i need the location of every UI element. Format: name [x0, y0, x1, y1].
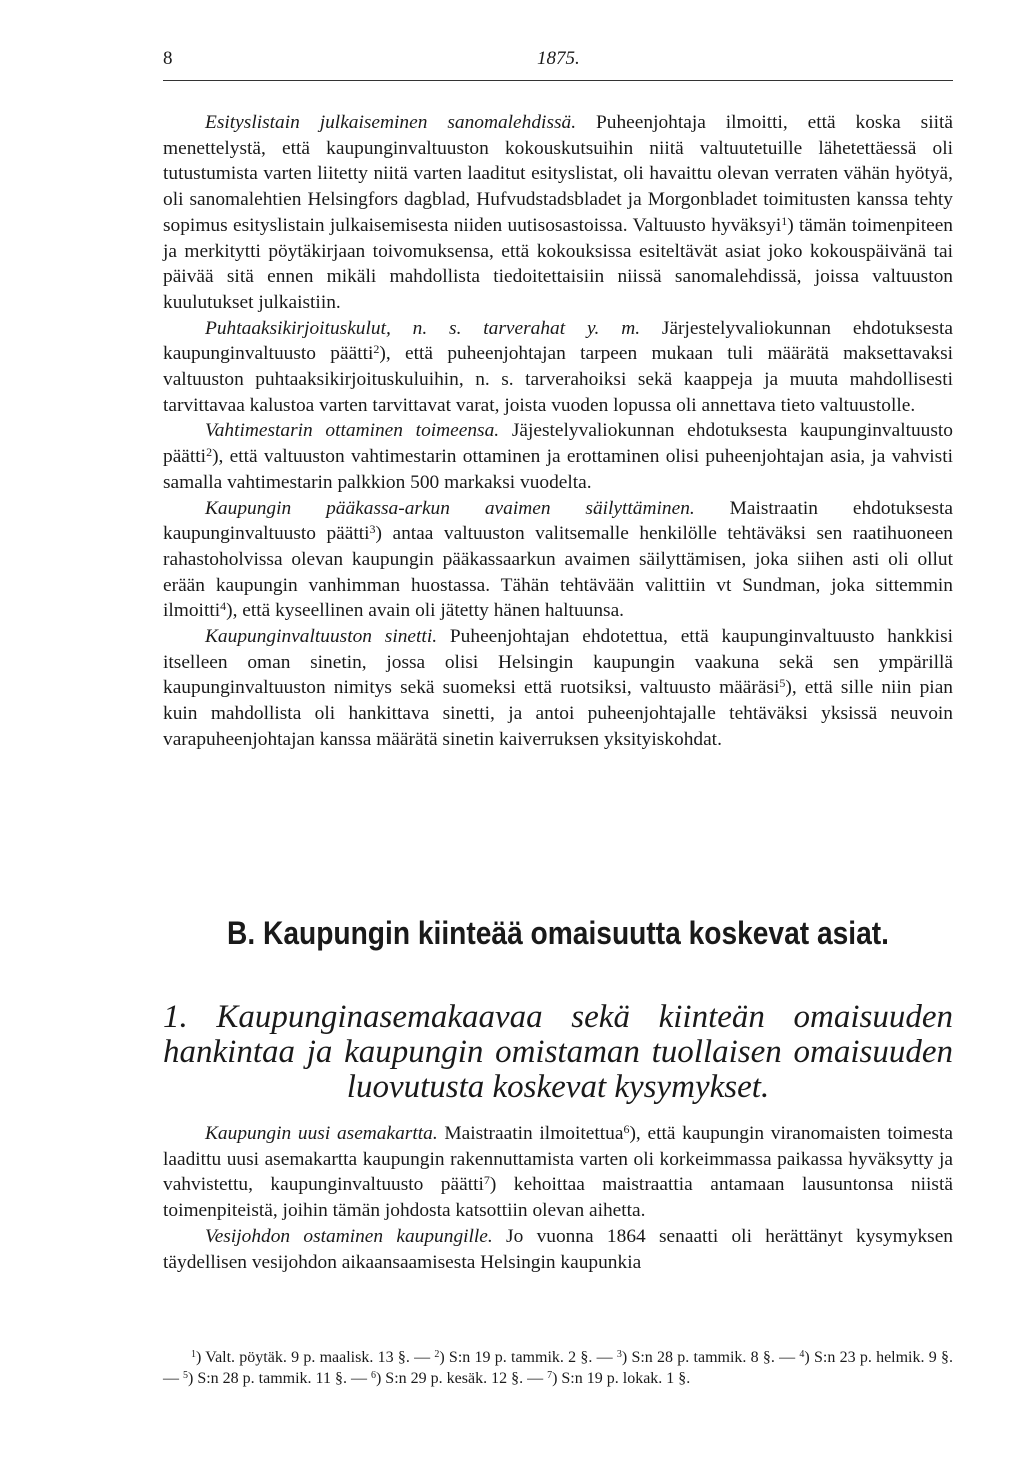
footnote-text: ) S:n 28 p. tammik. 8 §. — — [621, 1349, 800, 1366]
footnote-ref: 6 — [623, 1122, 630, 1136]
paragraph-vahtimestari — [163, 418, 953, 495]
main-text-continued — [163, 1121, 953, 1275]
paragraph-text: Puheenjohtajan ehdotettua, että kaupunginvaltuusto hankkisi itselleen oman sinetin, jossa olisi Helsingin kaupungin vaakuna sekä sen ympärillä kaupunginvaltuuston nimitys sekä suomeksi että ruotsiksi, valtuusto määräsi — [163, 626, 954, 699]
footnote-text: ) Valt. pöytäk. 9 p. maalisk. 13 §. — — [196, 1349, 435, 1366]
paragraph-text: ), että valtuuston vahtimestarin ottaminen ja erottaminen olisi puheenjohtajan asia, ja vahvisti samalla vahtimestarin palkkion 500 markaksi vuodelta. — [163, 446, 953, 493]
paragraph-text: Jo vuonna 1864 senaatti oli herättänyt kysymyksen täydellisen vesijohdon aikaansaamisesta Helsingin kaupunkia — [163, 1225, 953, 1273]
header-rule — [163, 80, 953, 81]
footnote-number: 6 — [370, 1370, 376, 1381]
footnote-number: 3 — [616, 1349, 622, 1360]
footnote-text: ) S:n 19 p. lokak. 1 §. — [552, 1370, 691, 1387]
footnote-ref: 7 — [483, 1173, 490, 1188]
paragraph-text: Maistraatin ehdotuksesta kaupunginvaltuusto päätti — [163, 497, 953, 545]
paragraph-text: ), että puheenjohtajan tarpeen mukaan tuli määrätä maksettavaksi valtuuston puhtaaksikirjoituskuluihin, n. s. tarverahoiksi sekä kaappeja ja muuta mahdollisesti tarvittavaa kalustoa varten tarvittavat varat, joista vuoden lopussa oli annettava tieto valtuustolle. — [163, 343, 953, 416]
footnote-block — [163, 1347, 953, 1389]
section-heading-b: B. Kaupungin kiinteää omaisuutta koskevat asiat. — [227, 915, 889, 951]
paragraph-title: Esityslistain julkaiseminen sanomalehdissä. — [205, 112, 577, 133]
subsection-heading-1: 1. Kaupunginasemakaavaa sekä kiinteän omaisuuden hankintaa ja kaupungin omistaman tuollaisen omaisuuden luovutusta koskevat kysymykset. — [163, 999, 953, 1105]
footnote-text: ) S:n 28 p. tammik. 11 §. — — [188, 1370, 371, 1387]
footnote-ref: 4 — [220, 599, 227, 614]
footnote-text: ) S:n 19 p. tammik. 2 §. — — [439, 1349, 617, 1366]
footnote-ref: 2 — [373, 342, 380, 357]
paragraph-puhtaaksikirjoituskulut — [163, 316, 953, 419]
footnote-ref: 3 — [369, 522, 376, 537]
paragraph-text: ), että kaupungin viranomaisten toimesta laadittu uusi asemakartta kaupungin rakennuttamista varten oli korkeimmassa paikassa hyväksytty ja vahvistettu, kaupunginvaltuusto päätti — [163, 1123, 954, 1196]
paragraph-paakassa — [163, 496, 953, 625]
footnote-number: 7 — [547, 1370, 553, 1381]
paragraph-esityslistat — [163, 110, 953, 316]
footnote-text: ) S:n 29 p. kesäk. 12 §. — — [375, 1370, 548, 1387]
paragraph-asemakartta — [163, 1121, 953, 1224]
footnote-ref: 1 — [781, 213, 788, 228]
footnote-ref: 5 — [779, 676, 786, 691]
footnote-text: ) S:n 23 p. helmik. 9 §. — — [163, 1349, 953, 1387]
paragraph-text: ) kehoittaa maistraattia antamaan lausuntonsa niistä toimenpiteistä, joihin tämän johdosta katsottiin olevan aihetta. — [163, 1174, 953, 1222]
paragraph-text: ), että kyseellinen avain oli jätetty hänen haltuunsa. — [226, 600, 625, 622]
paragraph-title: Kaupunginvaltuuston sinetti. — [205, 626, 438, 648]
paragraph-text: ) antaa valtuuston valitsemalle henkilölle tehtäväksi sen raatihuoneen rahastoholvissa olevan kaupungin pääkassaarkun avaimen säilyttämisen, joka siihen asti oli ollut erään kaupungin vanhimman huostassa. Tähän tehtävään valittiin vt Sundman, joka sittemmin ilmoitti — [163, 523, 953, 622]
paragraph-text: Maistraatin ilmoitettua — [437, 1123, 624, 1144]
paragraph-text: ) tämän toimenpiteen ja merkitytti pöytäkirjaan toivomuksensa, että kokouksissa esiteltävät asiat joko kokouspäivänä tai päivää sitä ennen mikäli mahdollista tiedoitettaisiin niissä sanomalehdissä, joissa valtuuston kuulutukset julkaistiin. — [163, 214, 953, 313]
footnote-number: 5 — [183, 1370, 188, 1381]
footnote-number: 4 — [799, 1349, 805, 1360]
paragraph-title: Puhtaaksikirjoituskulut, n. s. tarverahat y. m. — [205, 317, 641, 339]
paragraph-text: Puheenjohtaja ilmoitti, että koska siitä menettelystä, että kaupunginvaltuuston kokouskutsuihin niitä valtuutetuille lähetettäessä oli tutustumista varten liitetty niitä varten laaditut esityslistat, oli havaittu olevan verraten vähän hyötyä, oli sanomalehtien Helsingfors dagblad, Hufvudstadsbladet ja Morgonbladet toimitusten kanssa tehty sopimus esityslistain julkaisemisesta niiden uutisosastoissa. Valtuusto hyväksyi — [163, 112, 954, 236]
paragraph-text: ), että sille niin pian kuin mahdollista oli hankittava sinetti, ja antoi puheenjohtajalle tehtäväksi yksissä neuvoin varapuheenjohtajan kanssa määrätä sinetin kaiverruksen yksityiskohdat. — [163, 677, 953, 750]
footnote-ref: 2 — [206, 445, 213, 460]
page-number: 8 — [163, 48, 173, 69]
running-title-year: 1875. — [537, 48, 580, 69]
footnote-number: 2 — [434, 1349, 440, 1360]
paragraph-text: Jäjestelyvaliokunnan ehdotuksesta kaupunginvaltuusto päätti — [163, 420, 953, 468]
page-header — [163, 44, 953, 74]
paragraph-title: Kaupungin uusi asemakartta. — [205, 1123, 438, 1144]
paragraph-vesijohto — [163, 1224, 953, 1275]
paragraph-text: Järjestelyvaliokunnan ehdotuksesta kaupunginvaltuusto päätti — [163, 317, 953, 365]
paragraph-title: Vesijohdon ostaminen kaupungille. — [205, 1225, 493, 1247]
main-text — [163, 110, 953, 753]
paragraph-title: Kaupungin pääkassa-arkun avaimen säilyttäminen. — [205, 497, 695, 519]
paragraph-sinetti — [163, 624, 953, 753]
paragraph-title: Vahtimestarin ottaminen toimeensa. — [205, 420, 500, 442]
footnote-number: 1 — [191, 1349, 196, 1360]
footnotes — [163, 1347, 953, 1389]
